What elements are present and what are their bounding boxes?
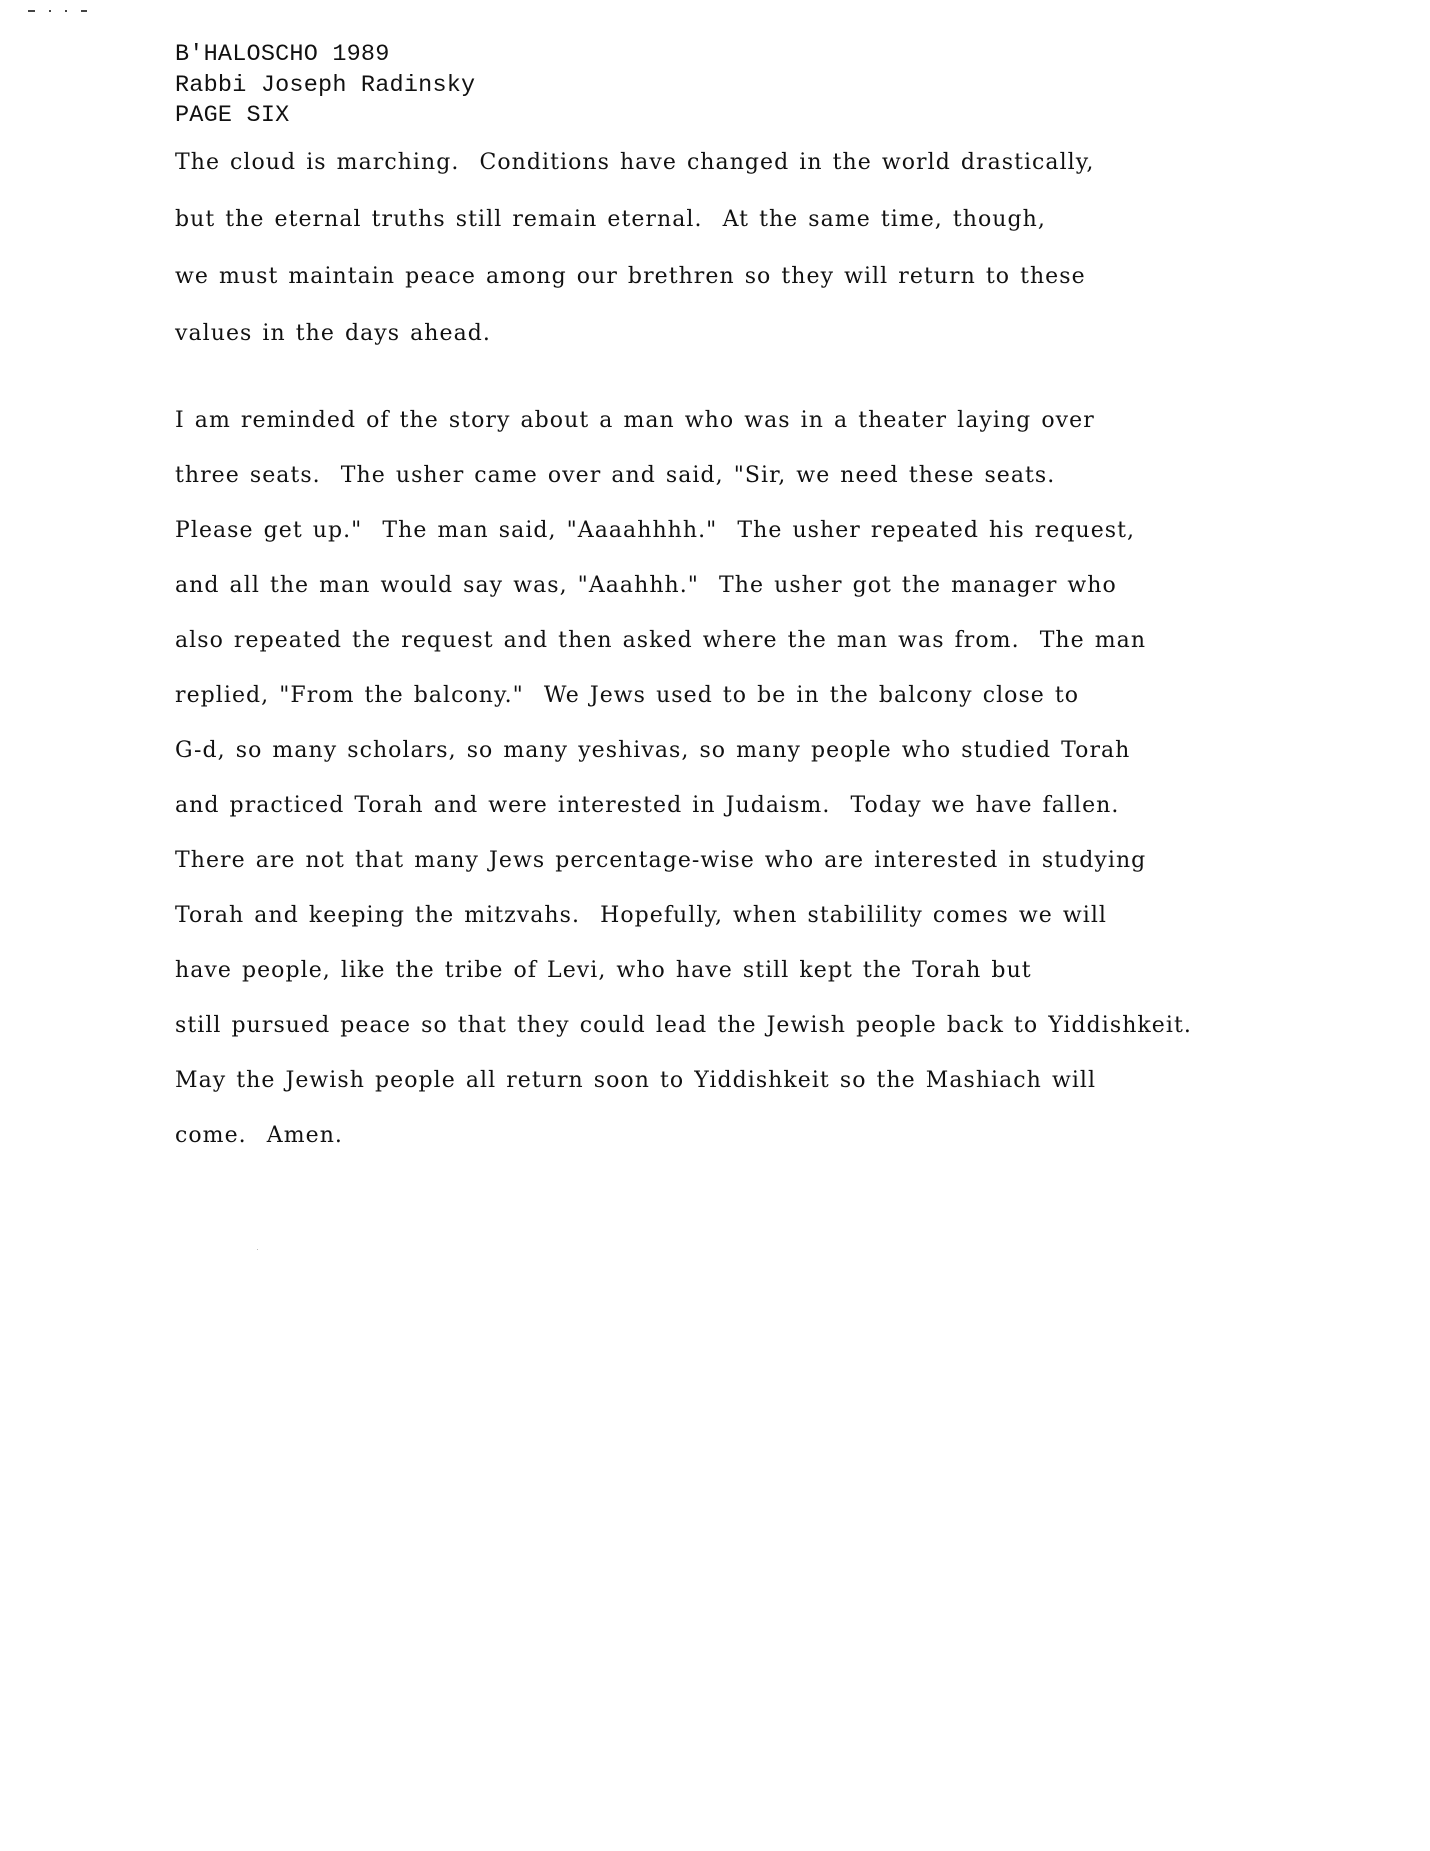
text-line: three seats. The usher came over and said, "Sir, we need these seats. <box>175 463 1056 488</box>
text-line: but the eternal truths still remain eternal. At the same time, though, <box>175 207 1046 232</box>
text-line: replied, "From the balcony." We Jews used to be in the balcony close to <box>175 683 1080 708</box>
text-line: There are not that many Jews percentage-wise who are interested in studying <box>175 848 1147 873</box>
text-line: have people, like the tribe of Levi, who have still kept the Torah but <box>175 958 1032 983</box>
text-line: come. Amen. <box>175 1123 343 1148</box>
document-header <box>175 40 475 132</box>
text-line: Please get up." The man said, "Aaaahhhh." The usher repeated his request, <box>175 518 1136 543</box>
text-line: and practiced Torah and were interested in Judaism. Today we have fallen. <box>175 793 1120 818</box>
text-line: G-d, so many scholars, so many yeshivas, so many people who studied Torah <box>175 738 1131 763</box>
text-line: I am reminded of the story about a man who was in a theater laying over <box>175 408 1095 433</box>
text-line: still pursued peace so that they could lead the Jewish people back to Yiddishkeit. <box>175 1013 1192 1038</box>
paragraph <box>175 148 1325 376</box>
scan-marks <box>28 10 87 12</box>
header-author: Rabbi Joseph Radinsky <box>175 71 476 99</box>
scan-speck <box>257 1249 258 1250</box>
text-line: and all the man would say was, "Aaahhh." The usher got the manager who <box>175 573 1117 598</box>
text-line: Torah and keeping the mitzvahs. Hopefully, when stabilility comes we will <box>175 903 1108 928</box>
text-line: we must maintain peace among our brethren so they will return to these <box>175 264 1086 289</box>
text-line: May the Jewish people all return soon to Yiddishkeit so the Mashiach will <box>175 1068 1097 1093</box>
header-publication: B'HALOSCHO 1989 <box>175 41 390 68</box>
text-line: values in the days ahead. <box>175 321 491 346</box>
text-line: also repeated the request and then asked where the man was from. The man <box>175 628 1147 653</box>
text-line: The cloud is marching. Conditions have changed in the world drastically, <box>175 150 1095 175</box>
paragraph <box>175 406 1325 1176</box>
document-body <box>175 148 1325 1176</box>
header-page-number: PAGE SIX <box>175 102 290 129</box>
